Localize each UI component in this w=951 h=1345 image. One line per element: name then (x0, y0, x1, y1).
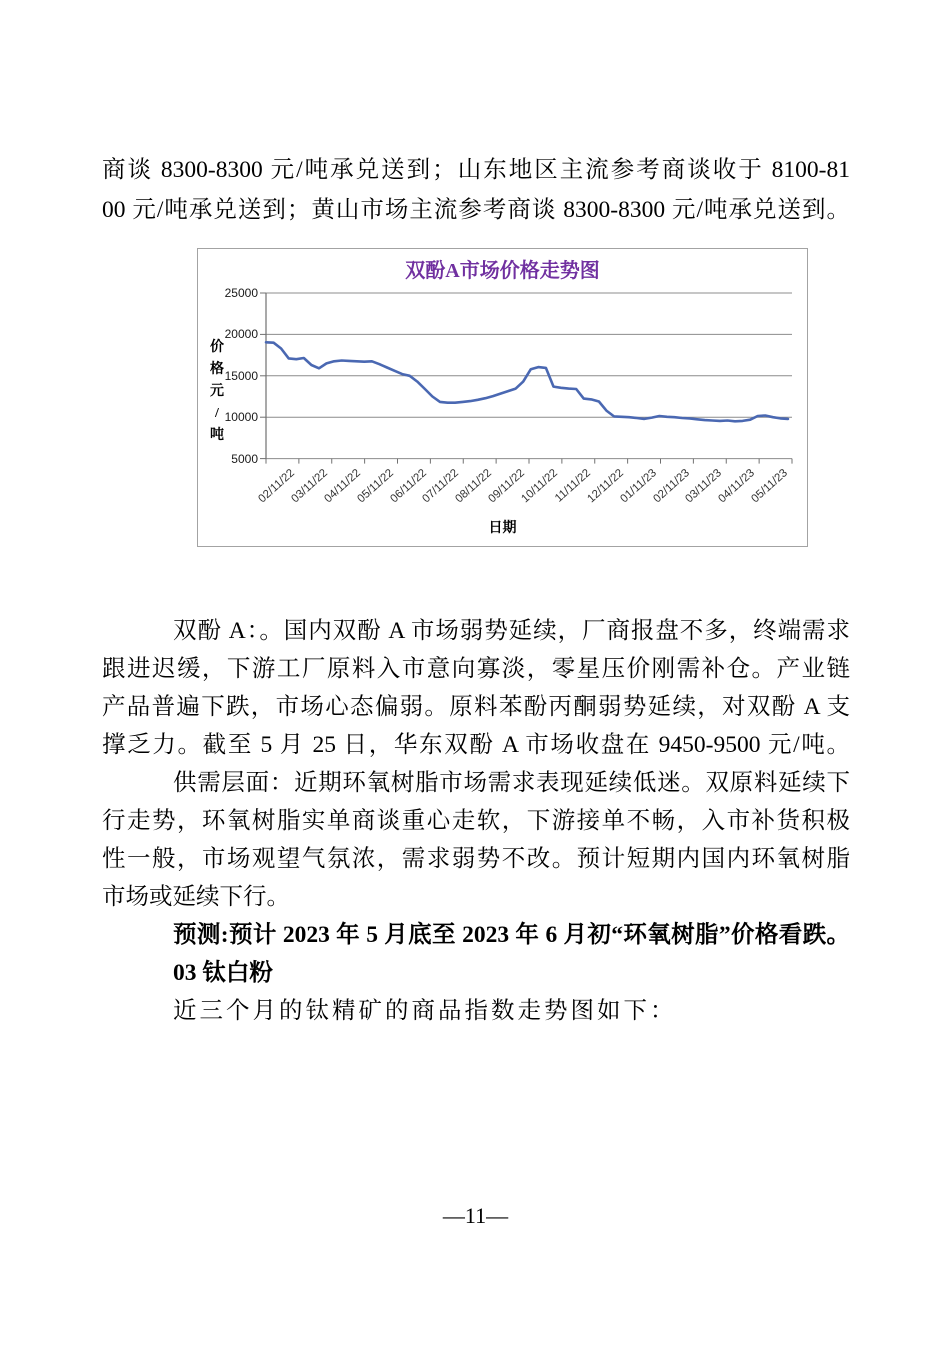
body-line: 跟进迟缓，下游工厂原料入市意向寡淡，零星压价刚需补仓。产业链 (102, 656, 850, 682)
price-line-plot (198, 249, 807, 546)
x-tick-label: 01/11/23 (617, 466, 659, 505)
price-series-line (266, 342, 788, 421)
y-tick-label: 15000 (224, 368, 258, 383)
x-tick-label: 02/11/22 (256, 466, 298, 505)
y-axis-label-char: / (215, 406, 219, 421)
x-tick-label: 03/11/22 (289, 466, 330, 505)
body-line: 撑乏力。截至 5 月 25 日，华东双酚 A 市场收盘在 9450-9500 元/吨。 (102, 732, 850, 758)
forecast-line: 预测:预计 2023 年 5 月底至 2023 年 6 月初“环氧树脂”价格看跌。 (173, 922, 850, 948)
body-line: 近三个月的钛精矿的商品指数走势图如下： (173, 998, 677, 1024)
x-tick-label: 12/11/22 (585, 466, 626, 505)
chart-title: 双酚A市场价格走势图 (405, 260, 600, 282)
x-tick-label: 04/11/22 (322, 466, 363, 505)
intro-line: 00 元/吨承兑送到；黄山市场主流参考商谈 8300-8300 元/吨承兑送到。 (102, 197, 850, 223)
x-tick-label: 07/11/22 (420, 466, 462, 505)
x-tick-label: 06/11/22 (387, 466, 429, 505)
y-axis-label-char: 价 (210, 340, 224, 355)
section-heading: 03 钛白粉 (173, 960, 273, 986)
body-line: 产品普遍下跌，市场心态偏弱。原料苯酚丙酮弱势延续，对双酚 A 支 (102, 694, 850, 720)
y-axis-label-char: 元 (210, 384, 224, 399)
y-tick-label: 5000 (231, 451, 258, 466)
y-axis-label-char: 吨 (210, 428, 224, 443)
x-tick-label: 02/11/23 (650, 466, 692, 505)
intro-line: 商谈 8300-8300 元/吨承兑送到；山东地区主流参考商谈收于 8100-81 (102, 157, 850, 183)
body-paragraphs (102, 612, 850, 1030)
intro-paragraph (102, 150, 850, 230)
body-line: 性一般，市场观望气氛浓，需求弱势不改。预计短期内国内环氧树脂 (102, 846, 850, 872)
y-tick-label: 25000 (224, 286, 258, 300)
price-trend-chart (197, 248, 808, 547)
x-tick-label: 04/11/23 (716, 466, 758, 505)
body-line: 行走势，环氧树脂实单商谈重心走软，下游接单不畅，入市补货积极 (102, 808, 850, 834)
x-tick-label: 03/11/23 (683, 466, 725, 505)
y-tick-label: 20000 (224, 327, 258, 342)
body-line: 供需层面：近期环氧树脂市场需求表现延续低迷。双原料延续下 (173, 770, 850, 796)
y-axis-label-char: 格 (210, 362, 224, 377)
x-tick-label: 08/11/22 (453, 466, 495, 505)
x-tick-label: 05/11/23 (749, 466, 791, 505)
x-tick-label: 09/11/22 (486, 466, 528, 505)
body-line: 双酚 A：。国内双酚 A 市场弱势延续，厂商报盘不多，终端需求 (173, 618, 850, 644)
x-tick-label: 10/11/22 (519, 466, 561, 505)
x-axis-title: 日期 (488, 521, 517, 536)
y-tick-label: 10000 (224, 410, 258, 425)
body-line: 市场或延续下行。 (102, 884, 290, 910)
x-tick-label: 05/11/22 (354, 466, 396, 505)
page-number: —11— (442, 1203, 509, 1228)
x-tick-label: 11/11/22 (552, 466, 593, 505)
